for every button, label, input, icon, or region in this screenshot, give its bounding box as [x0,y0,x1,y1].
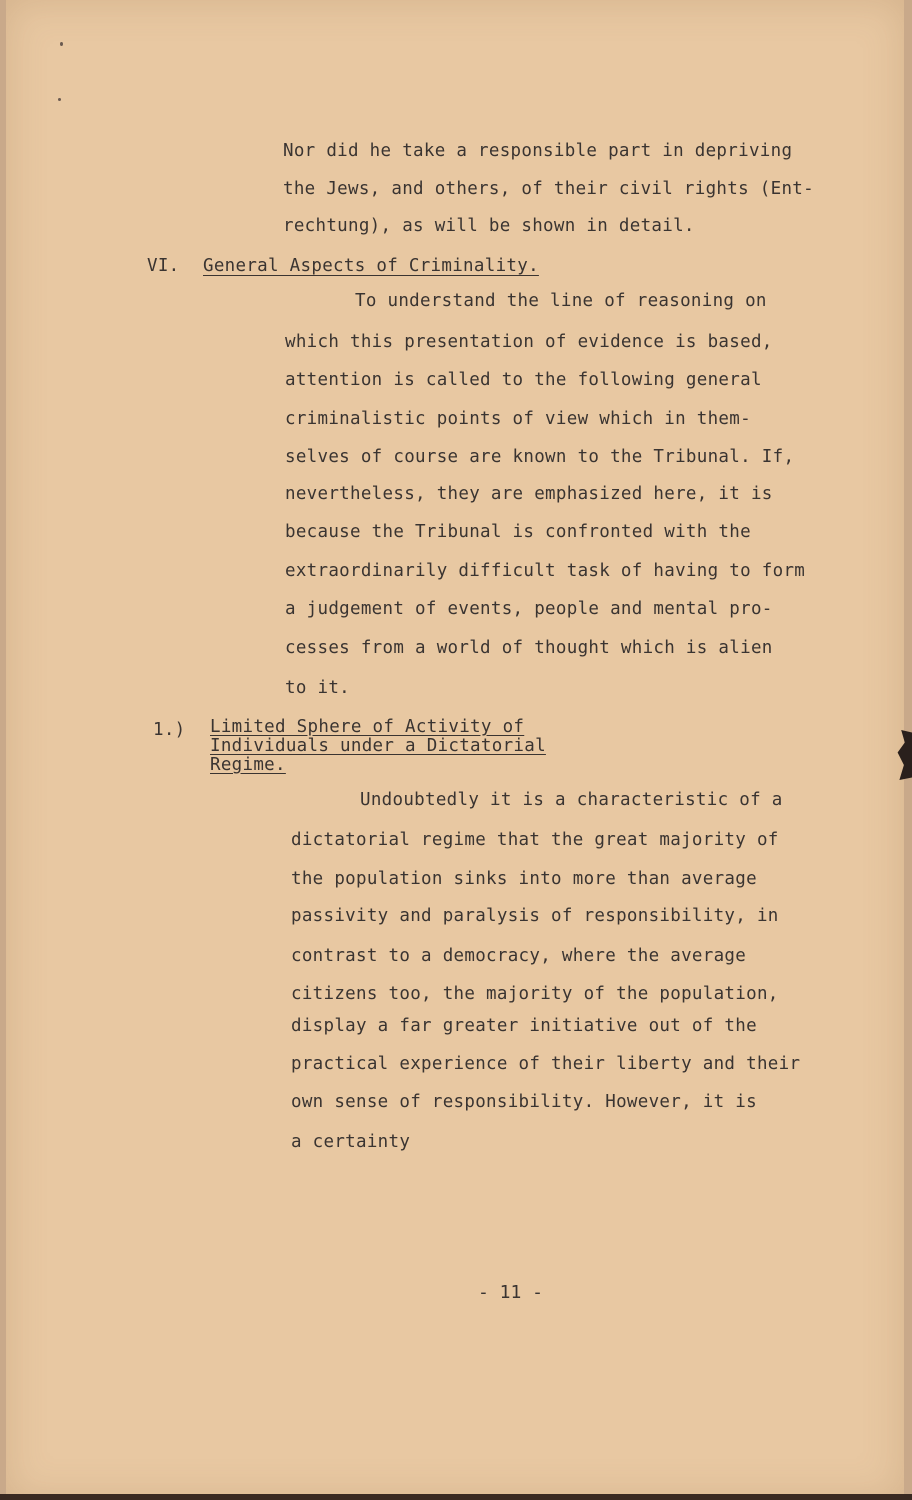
section-vi-line-7: because the Tribunal is confronted with the [285,522,751,542]
section-vi-title: General Aspects of Criminality. [203,256,539,276]
subsection-1-title-line-3: Regime. [210,755,286,775]
section-vi-line-11: to it. [285,678,351,698]
page-bottom-edge [0,1494,912,1500]
subsection-1-number: 1.) [153,720,186,740]
page-number: - 11 - [478,1282,544,1303]
section-vi-line-3: attention is called to the following general [285,370,762,390]
section-vi-line-4: criminalistic points of view which in them- [285,409,751,429]
subsection-1-line-2: dictatorial regime that the great majority of [291,830,779,850]
paper-speck [58,98,61,101]
subsection-1-line-5: contrast to a democracy, where the average [291,946,747,966]
section-vi-line-5: selves of course are known to the Tribunal. If, [285,447,795,467]
section-vi-line-9: a judgement of events, people and mental pro- [285,599,773,619]
section-vi-line-6: nevertheless, they are emphasized here, it is [285,484,773,504]
section-vi-line-8: extraordinarily difficult task of having to form [285,561,806,581]
section-vi-line-1: To understand the line of reasoning on [355,291,767,311]
section-vi-number: VI. [147,256,180,276]
subsection-1-line-1: Undoubtedly it is a characteristic of a [360,790,783,810]
intro-line-3: rechtung), as will be shown in detail. [283,216,695,236]
subsection-1-line-4: passivity and paralysis of responsibility, in [291,906,779,926]
subsection-1-line-6: citizens too, the majority of the population, [291,984,779,1004]
subsection-1-line-3: the population sinks into more than average [291,869,757,889]
intro-line-1: Nor did he take a responsible part in depriving [283,141,793,161]
subsection-1-line-8: practical experience of their liberty and their [291,1054,801,1074]
paper-speck [60,42,63,46]
subsection-1-title-line-1: Limited Sphere of Activity of [210,717,525,737]
subsection-1-title-line-2: Individuals under a Dictatorial [210,736,546,756]
subsection-1-line-9: own sense of responsibility. However, it is [291,1092,757,1112]
section-vi-line-2: which this presentation of evidence is based, [285,332,773,352]
subsection-1-title [210,718,546,775]
subsection-1-line-7: display a far greater initiative out of the [291,1016,757,1036]
subsection-1-line-10: a certainty [291,1132,411,1152]
intro-line-2: the Jews, and others, of their civil rights (Ent- [283,179,814,199]
section-vi-line-10: cesses from a world of thought which is alien [285,638,773,658]
